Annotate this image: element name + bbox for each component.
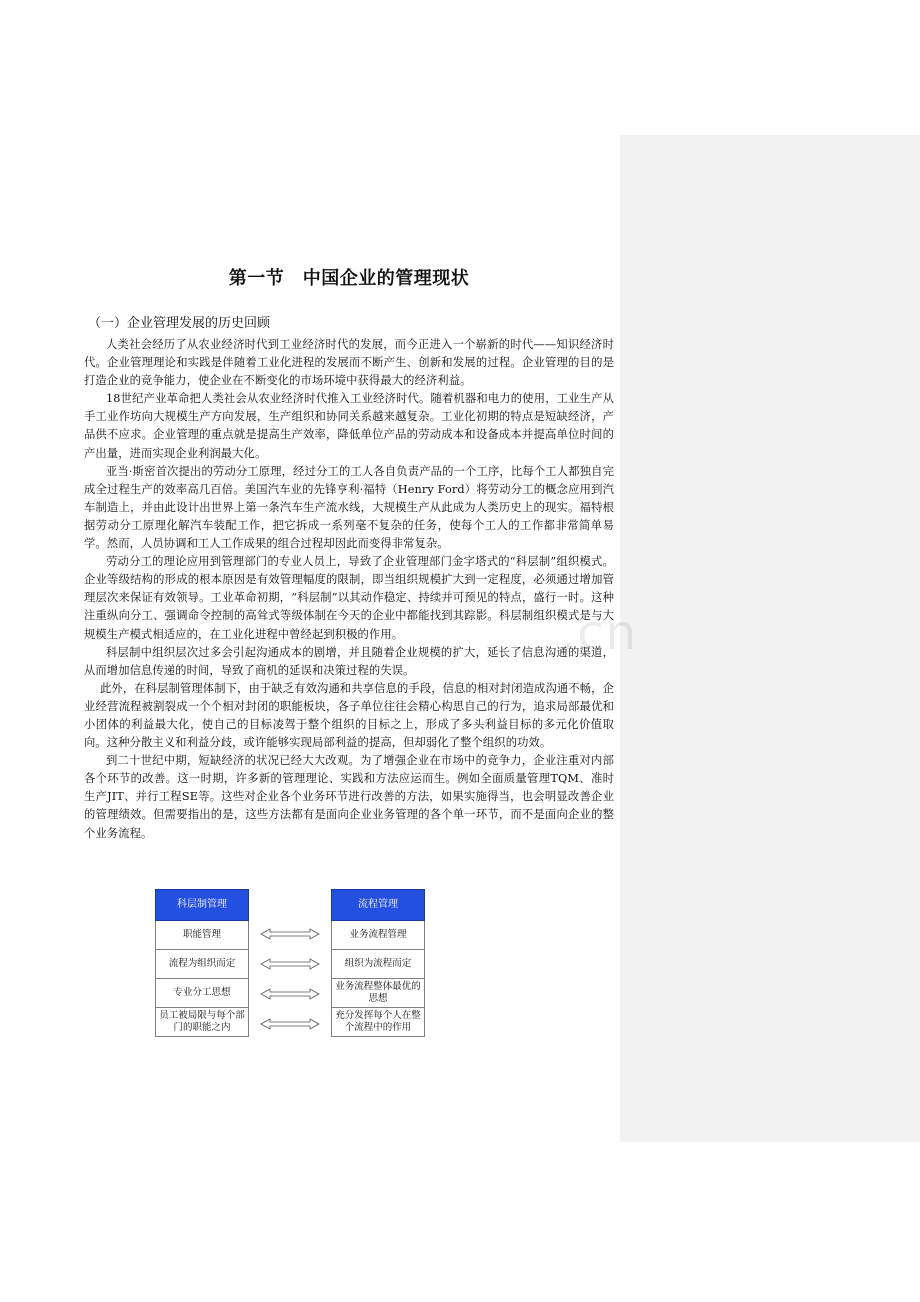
double-arrow-icon bbox=[259, 979, 321, 1009]
section-title: 第一节 中国企业的管理现状 bbox=[228, 268, 470, 289]
watermark: .cn bbox=[560, 605, 639, 661]
hierarchy-item: 专业分工思想 bbox=[155, 979, 249, 1008]
arrow-column bbox=[259, 919, 321, 1039]
hierarchy-column bbox=[155, 889, 249, 1037]
body-text bbox=[84, 336, 614, 843]
hierarchy-header: 科层制管理 bbox=[155, 889, 249, 921]
hierarchy-item: 流程为组织而定 bbox=[155, 950, 249, 979]
process-item: 业务流程管理 bbox=[331, 921, 425, 950]
double-arrow-icon bbox=[259, 949, 321, 979]
hierarchy-item: 员工被局限与每个部门的职能之内 bbox=[155, 1008, 249, 1037]
paragraph: 18世纪产业革命把人类社会从农业经济时代推入工业经济时代。随着机器和电力的使用，工业生产从手工业作坊向大规模生产方向发展，生产组织和协同关系越来越复杂。工业化初期的特点是短缺经济，产品供不应求。企业管理的重点就是提高生产效率，降低单位产品的劳动成本和设备成本并提高单位时间的产出量，进而实现企业利润最大化。 bbox=[84, 392, 614, 460]
hierarchy-item: 职能管理 bbox=[155, 921, 249, 950]
process-column bbox=[331, 889, 425, 1037]
comment-sidebar bbox=[620, 135, 920, 1142]
paragraph: 人类社会经历了从农业经济时代到工业经济时代的发展，而今正进入一个崭新的时代——知识经济时代。企业管理理论和实践是伴随着工业化进程的发展而不断产生、创新和发展的过程。企业管理的目的是打造企业的竞争能力，使企业在不断变化的市场环境中获得最大的经济利益。 bbox=[84, 338, 614, 388]
double-arrow-icon bbox=[259, 919, 321, 949]
subsection-heading: （一）企业管理发展的历史回顾 bbox=[88, 316, 271, 331]
process-item: 组织为流程而定 bbox=[331, 950, 425, 979]
paragraph: 到二十世纪中期，短缺经济的状况已经大大改观。为了增强企业在市场中的竞争力，企业注重对内部各个环节的改善。这一时期，许多新的管理理论、实践和方法应运而生。例如全面质量管理TQM、准时生产JIT、并行工程SE等。这些对企业各个业务环节进行改善的方法，如果实施得当，也会明显改善企业的管理绩效。但需要指出的是，这些方法都有是面向企业业务管理的各个单一环节，而不是面向企业的整个业务流程。 bbox=[84, 754, 614, 840]
paragraph: 亚当·斯密首次提出的劳动分工原理，经过分工的工人各自负责产品的一个工序，比每个工人都独自完成全过程生产的效率高几百倍。美国汽车业的先锋亨利·福特（Henry Ford）将劳动分工的概念应用到汽车制造上，并由此设计出世界上第一条汽车生产流水线，大规模生产从此成为人类历史上的现实。福特根据劳动分工原理化解汽车装配工作，把它拆成一系列毫不复杂的任务，使每个工人的工作都非常简单易学。然而，人员协调和工人工作成果的组合过程却因此而变得非常复杂。 bbox=[84, 464, 614, 551]
paragraph: 劳动分工的理论应用到管理部门的专业人员上，导致了企业管理部门金字塔式的“科层制”组织模式。企业等级结构的形成的根本原因是有效管理幅度的限制，即当组织规模扩大到一定程度，必须通过增加管理层次来保证有效领导。工业革命初期，“科层制”以其动作稳定、持续并可预见的特点，盛行一时。这种注重纵向分工、强调命令控制的高耸式等级体制在今天的企业中都能找到其踪影。科层制组织模式是与大规模生产模式相适应的，在工业化进程中曾经起到积极的作用。 bbox=[84, 555, 614, 641]
process-header: 流程管理 bbox=[331, 889, 425, 921]
paragraph: 此外，在科层制管理体制下，由于缺乏有效沟通和共享信息的手段，信息的相对封闭造成沟通不畅，企业经营流程被割裂成一个个相对封闭的职能板块，各子单位往往会精心构思自己的行为，追求局部最优和小团体的利益最大化，使自己的目标凌驾于整个组织的目标之上，形成了多头利益目标的多元化价值取向。这种分散主义和利益分歧，或许能够实现局部利益的提高，但却弱化了整个组织的功效。 bbox=[84, 681, 614, 750]
paragraph: 科层制中组织层次过多会引起沟通成本的剧增，并且随着企业规模的扩大，延长了信息沟通的渠道，从而增加信息传递的时间，导致了商机的延误和决策过程的失误。 bbox=[84, 645, 614, 677]
process-item: 业务流程整体最优的思想 bbox=[331, 979, 425, 1008]
double-arrow-icon bbox=[259, 1009, 321, 1039]
comparison-diagram bbox=[155, 889, 425, 1039]
process-item: 充分发挥每个人在整个流程中的作用 bbox=[331, 1008, 425, 1037]
